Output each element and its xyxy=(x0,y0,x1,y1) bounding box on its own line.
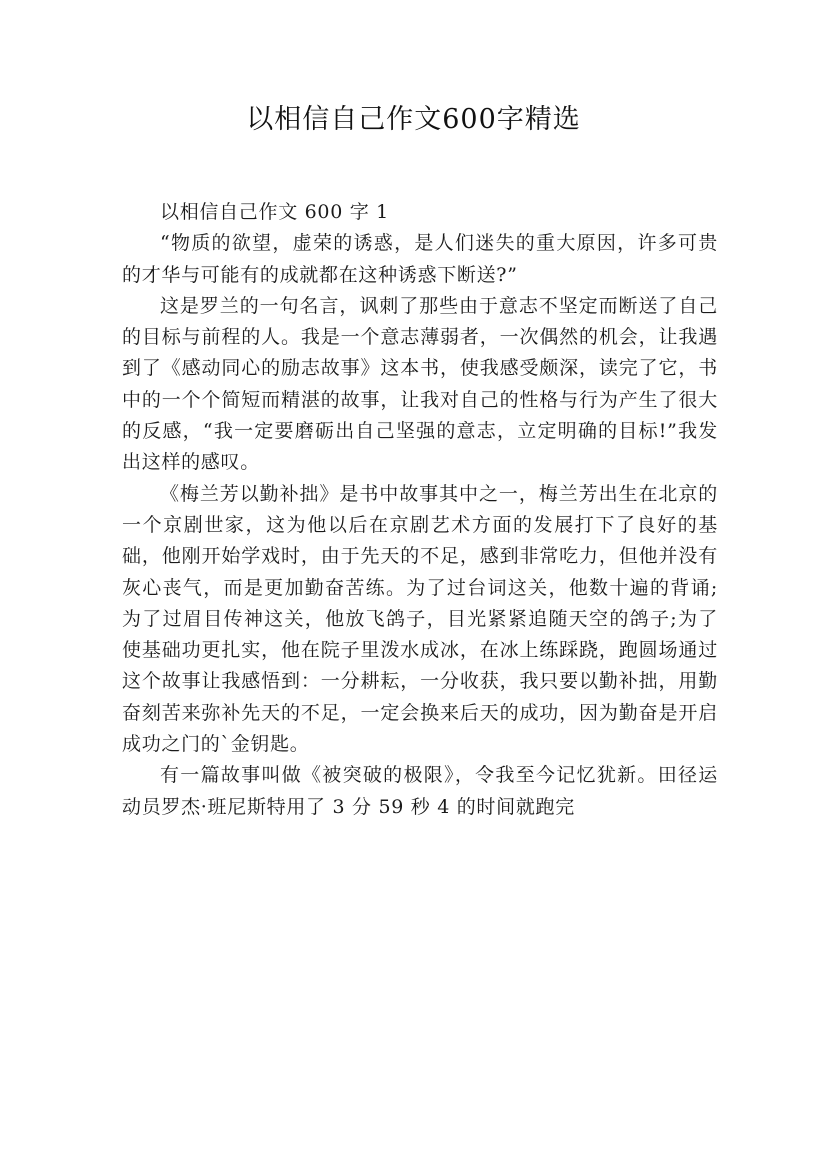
paragraph-3: 《梅兰芳以勤补拙》是书中故事其中之一，梅兰芳出生在北京的一个京剧世家，这为他以后在京剧艺术方面的发展打下了良好的基础，他刚开始学戏时，由于先天的不足，感到非常吃力，但他并没有灰心丧气，而是更加勤奋苦练。为了过台词这关，他数十遍的背诵;为了过眉目传神这关，他放飞鸽子，目光紧紧追随天空的鸽子;为了使基础功更扎实，他在院子里泼水成冰，在冰上练踩跷，跑圆场通过这个故事让我感悟到：一分耕耘，一分收获，我只要以勤补拙，用勤奋刻苦来弥补先天的不足，一定会换来后天的成功，因为勤奋是开启成功之门的`金钥匙。 xyxy=(122,482,718,756)
section-subtitle: 以相信自己作文 600 字 1 xyxy=(160,201,389,223)
document-title: 以相信自己作文600字精选 xyxy=(246,104,581,135)
document-body xyxy=(122,197,718,823)
paragraph-4: 有一篇故事叫做《被突破的极限》，令我至今记忆犹新。田径运动员罗杰·班尼斯特用了 3 分 59 秒 4 的时间就跑完 xyxy=(122,764,718,818)
paragraph-1: “物质的欲望，虚荣的诱惑，是人们迷失的重大原因，许多可贵的才华与可能有的成就都在这种诱惑下断送?” xyxy=(122,232,718,286)
paragraph-2: 这是罗兰的一句名言，讽刺了那些由于意志不坚定而断送了自己的目标与前程的人。我是一个意志薄弱者，一次偶然的机会，让我遇到了《感动同心的励志故事》这本书，使我感受颇深，读完了它，书中的一个个简短而精湛的故事，让我对自己的性格与行为产生了很大的反感，“我一定要磨砺出自己坚强的意志，立定明确的目标!”我发出这样的感叹。 xyxy=(122,294,718,474)
